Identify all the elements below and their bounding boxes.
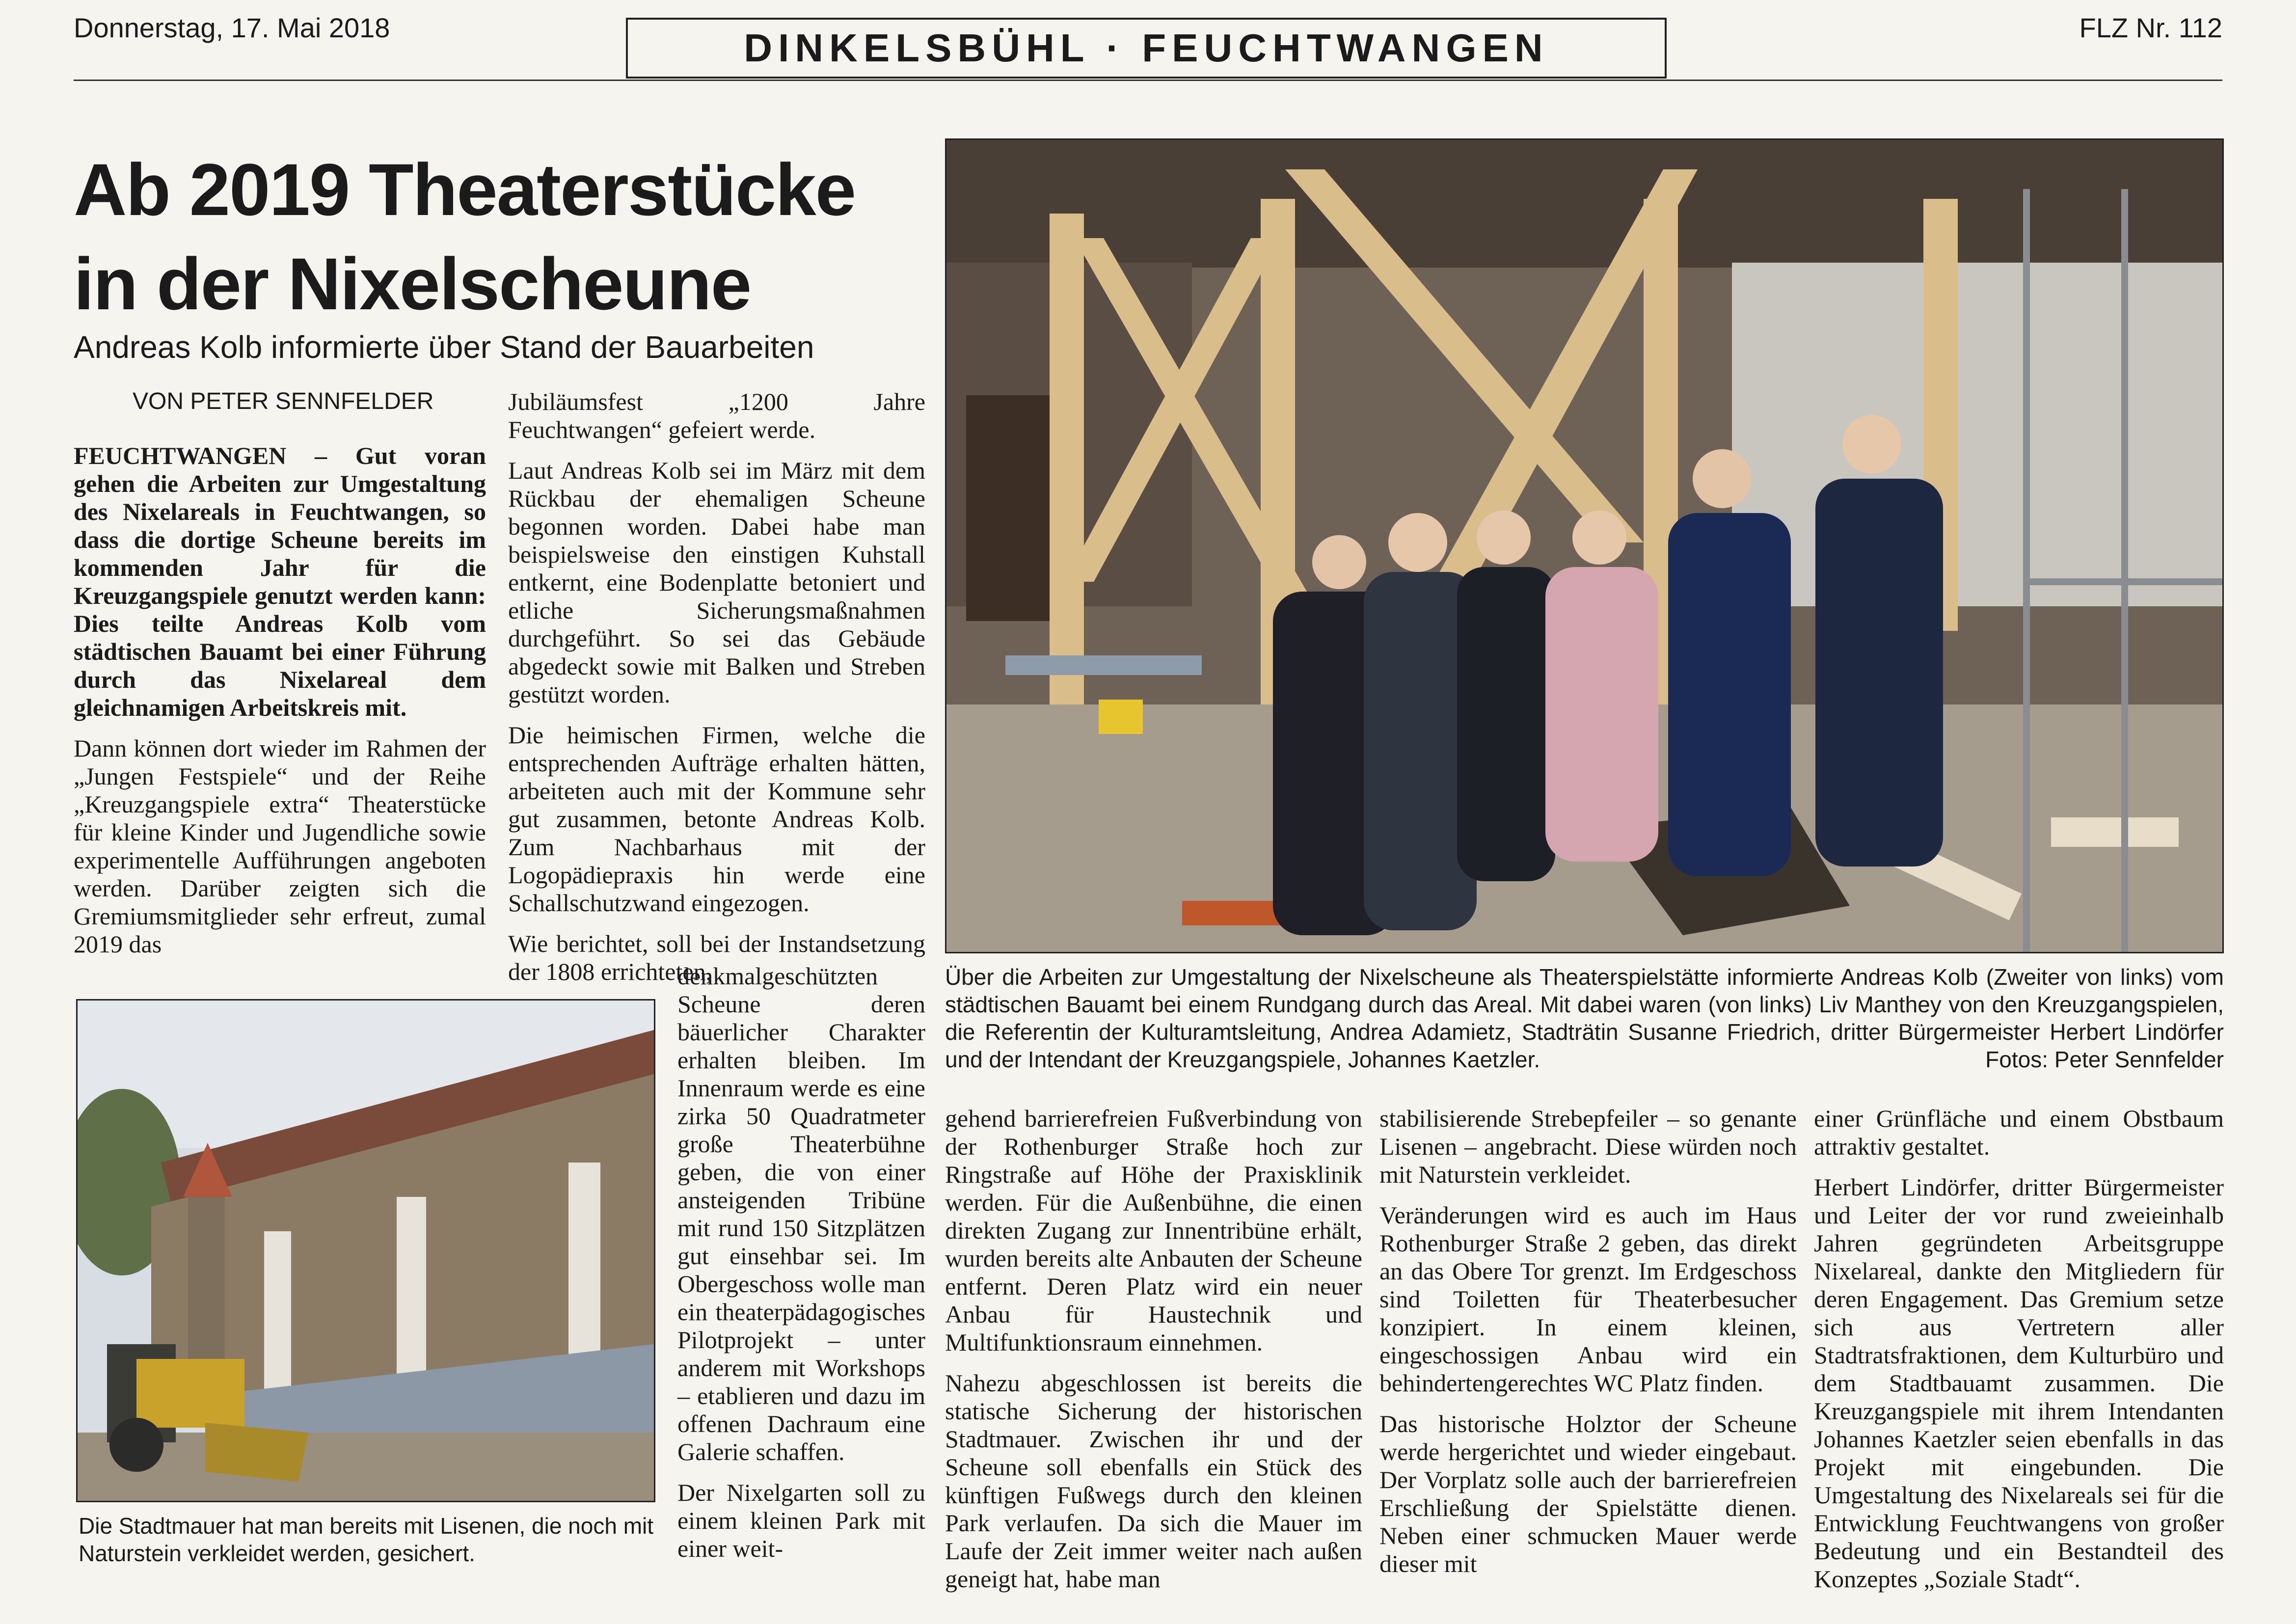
paragraph: Der Nixelgarten soll zu einem kleinen Park mit einer weit- (677, 1479, 925, 1562)
paragraph: gehend barrierefreien Fußverbindung von der Rothenburger Straße hoch zur Ringstraße auf Höhe der Praxisklinik werden. Für die Außenbühne, die einen direkten Zugang zur Innentribüne erhält, wurden bereits alte Anbauten der Scheune entfernt. Deren Platz wird ein neuer Anbau für Haustechnik und Multifunktionsraum einnehmen. (945, 1105, 1362, 1356)
paragraph: Veränderungen wird es auch im Haus Rothenburger Straße 2 geben, das direkt an das Obere Tor grenzt. Im Erdgeschoss sind Toiletten für Theaterbesucher konzipiert. In einem kleinen, eingeschossigen Anbau wird ein behindertengerechtes WC Platz finden. (1379, 1201, 1797, 1397)
paragraph: Nahezu abgeschlossen ist bereits die statische Sicherung der historischen Stadtmauer. Zwischen ihr und der Scheune soll ebenfalls ein Stück des künftigen Fußwegs durch den kleinen Park verlaufen. Da sich die Mauer im Laufe der Zeit immer weiter nach außen geneigt hat, habe man (945, 1369, 1362, 1593)
paragraph: stabilisierende Strebepfeiler – so genante Lisenen – angebracht. Diese würden noch mit Naturstein verkleidet. (1379, 1105, 1797, 1188)
city-wall-image (78, 1001, 654, 1501)
issue-date: Donnerstag, 17. Mai 2018 (74, 12, 390, 43)
paragraph: denkmalgeschützten Scheune deren bäuerlicher Charakter erhalten bleiben. Im Innenraum werde es eine zirka 50 Quadratmeter große Theaterbühne geben, die von einer ansteigenden Tribüne mit rund 150 Sitzplätzen gut einsehbar sei. Im Obergeschoss wolle man ein theaterpädagogisches Pilotprojekt – unter anderem mit Workshops – etablieren und dazu im offenen Dachraum eine Galerie schaffen. (677, 962, 925, 1465)
issue-number: FLZ Nr. 112 (2079, 12, 2222, 43)
photo-credit: Fotos: Peter Sennfelder (1985, 1047, 2224, 1072)
article-column-2-narrow (677, 962, 925, 1575)
paragraph: Das historische Holztor der Scheune werde hergerichtet und wieder eingebaut. Der Vorplatz solle auch der barrierefreien Erschließung der Spielstätte dienen. Neben einer schmucken Mauer werde dieser mit (1379, 1410, 1797, 1577)
subheadline: Andreas Kolb informierte über Stand der Bauarbeiten (74, 329, 814, 365)
article-column-4 (1379, 1105, 1797, 1591)
article-column-5 (1814, 1105, 2224, 1606)
paragraph: Wie berichtet, soll bei der Instandsetzung der 1808 errichteten, (508, 930, 925, 985)
paragraph: Dann können dort wieder im Rahmen der „Jungen Festspiele“ und der Reihe „Kreuzgangspiele extra“ Theaterstücke für kleine Kinder und Jugendliche sowie experimentelle Aufführungen angeboten werden. Darüber zeigten sich die Gremiumsmitglieder sehr erfreut, zumal 2019 das (74, 734, 486, 958)
section-title: DINKELSBÜHL · FEUCHTWANGEN (626, 18, 1667, 79)
main-photo (945, 138, 2224, 953)
paragraph: Die heimischen Firmen, welche die entsprechenden Aufträge erhalten hätten, arbeiteten auch mit der Kommune sehr gut zusammen, betonte Andreas Kolb. Zum Nachbarhaus mit der Logopädiepraxis hin werde eine Schallschutzwand eingezogen. (508, 721, 925, 917)
paragraph: Herbert Lindörfer, dritter Bürgermeister und Leiter der vor rund zweieinhalb Jahren gegründeten Arbeitsgruppe Nixelareal, dankte den Mitgliedern für deren Engagement. Das Gremium setze sich aus Vertretern aller Stadtratsfraktionen, dem Kulturbüro und dem Stadtbauamt zusammen. Die Kreuzgangspiele mit ihrem Intendanten Johannes Kaetzler seien ebenfalls in das Projekt mit eingebunden. Die Umgestaltung des Nixelareals sei für die Entwicklung Feuchtwangens von großer Bedeutung und ein Bestandteil des Konzeptes „Soziale Stadt“. (1814, 1173, 2224, 1593)
headline-line-1: Ab 2019 Theaterstücke (74, 148, 856, 231)
article-column-3 (945, 1105, 1362, 1606)
headline (74, 142, 933, 331)
lead-paragraph: FEUCHTWANGEN – Gut voran gehen die Arbeiten zur Umgestaltung des Nixelareals in Feuchtwangen, so dass die dortige Scheune bereits im kommenden Jahr für die Kreuzgangspiele genutzt werden kann: Dies teilte Andreas Kolb vom städtischen Bauamt bei einer Führung durch das Nixelareal dem gleichnamigen Arbeitskreis mit. (74, 442, 486, 721)
city-wall-photo (76, 999, 655, 1502)
small-photo-caption: Die Stadtmauer hat man bereits mit Lisenen, die noch mit Naturstein verkleidet werden, gesichert. (79, 1513, 654, 1566)
headline-line-2: in der Nixelscheune (74, 243, 751, 325)
paragraph: Laut Andreas Kolb sei im März mit dem Rückbau der ehemaligen Scheune begonnen worden. Dabei habe man beispielsweise den einstigen Kuhstall entkernt, eine Bodenplatte betoniert und etliche Sicherungsmaßnahmen durchgeführt. So sei das Gebäude abgedeckt sowie mit Balken und Streben gestützt worden. (508, 457, 925, 708)
main-photo-caption-text: Über die Arbeiten zur Umgestaltung der Nixelscheune als Theaterspielstätte informierte Andreas Kolb (Zweiter von links) vom städtischen Bauamt bei einem Rundgang durch das Areal. Mit dabei waren (von links) Liv Manthey von den Kreuzgangspielen, die Referentin der Kulturamtsleitung, Andrea Adamietz, Stadträtin Susanne Friedrich, dritter Bürgermeister Herbert Lindörfer und der Intendant der Kreuzgangspiele, Johannes Kaetzler. (945, 964, 2224, 1072)
header-rule (74, 80, 2222, 81)
main-photo-caption (945, 963, 2224, 1073)
paragraph: Jubiläumsfest „1200 Jahre Feuchtwangen“ gefeiert werde. (508, 388, 925, 443)
article-column-1 (74, 442, 486, 971)
byline: VON PETER SENNFELDER (133, 388, 434, 414)
construction-site-image (946, 140, 2222, 952)
paragraph: einer Grünfläche und einem Obstbaum attraktiv gestaltet. (1814, 1105, 2224, 1160)
article-column-2 (508, 388, 925, 986)
